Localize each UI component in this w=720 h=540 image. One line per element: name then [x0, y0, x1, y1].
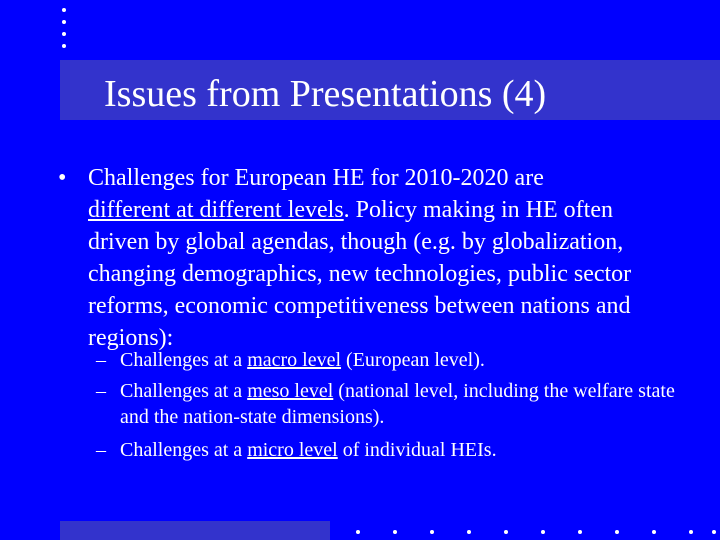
dot-icon — [393, 530, 397, 534]
sub-bullet-text: (European level). — [341, 349, 485, 371]
dot-icon — [430, 530, 434, 534]
dot-icon — [62, 44, 66, 48]
dash-icon: – — [96, 349, 106, 371]
bullet-icon: • — [58, 165, 67, 191]
sub-bullet-meso — [120, 378, 680, 430]
dot-icon — [62, 32, 66, 36]
dot-icon — [615, 530, 619, 534]
dot-icon — [578, 530, 582, 534]
sub-bullet-underlined: macro level — [247, 349, 342, 371]
dot-icon — [62, 20, 66, 24]
dot-icon — [62, 8, 66, 12]
sub-bullet-text: Challenges at a — [120, 380, 248, 402]
main-bullet-part1: Challenges for European HE for 2010-2020 are — [88, 165, 544, 191]
sub-bullet-underlined: meso level — [247, 380, 334, 402]
dot-icon — [712, 530, 716, 534]
sub-bullet-underlined: micro level — [247, 439, 338, 461]
dot-icon — [541, 530, 545, 534]
dot-icon — [504, 530, 508, 534]
sub-bullet-micro — [120, 437, 680, 463]
bottom-accent-bar — [60, 521, 330, 540]
dash-icon: – — [96, 439, 106, 461]
dash-icon: – — [96, 380, 106, 402]
sub-bullet-text: of individual HEIs. — [337, 439, 497, 461]
main-bullet-text — [88, 162, 678, 354]
sub-bullet-text: (national level, including the welfare state and the nation-state dimensions). — [120, 380, 675, 428]
main-bullet-underlined: different at different levels — [88, 197, 344, 223]
dot-icon — [652, 530, 656, 534]
dot-icon — [689, 530, 693, 534]
sub-bullet-macro — [120, 347, 680, 373]
sub-bullet-text: Challenges at a — [120, 349, 248, 371]
sub-bullet-text: Challenges at a — [120, 439, 248, 461]
slide-title: Issues from Presentations (4) — [104, 73, 547, 115]
dot-icon — [356, 530, 360, 534]
dot-icon — [467, 530, 471, 534]
main-bullet-part2: . Policy making in HE often driven by global agendas, though (e.g. by globalization, changing demographics, new technologies, public sector reforms, economic competitiveness between nations and regions): — [88, 197, 632, 351]
